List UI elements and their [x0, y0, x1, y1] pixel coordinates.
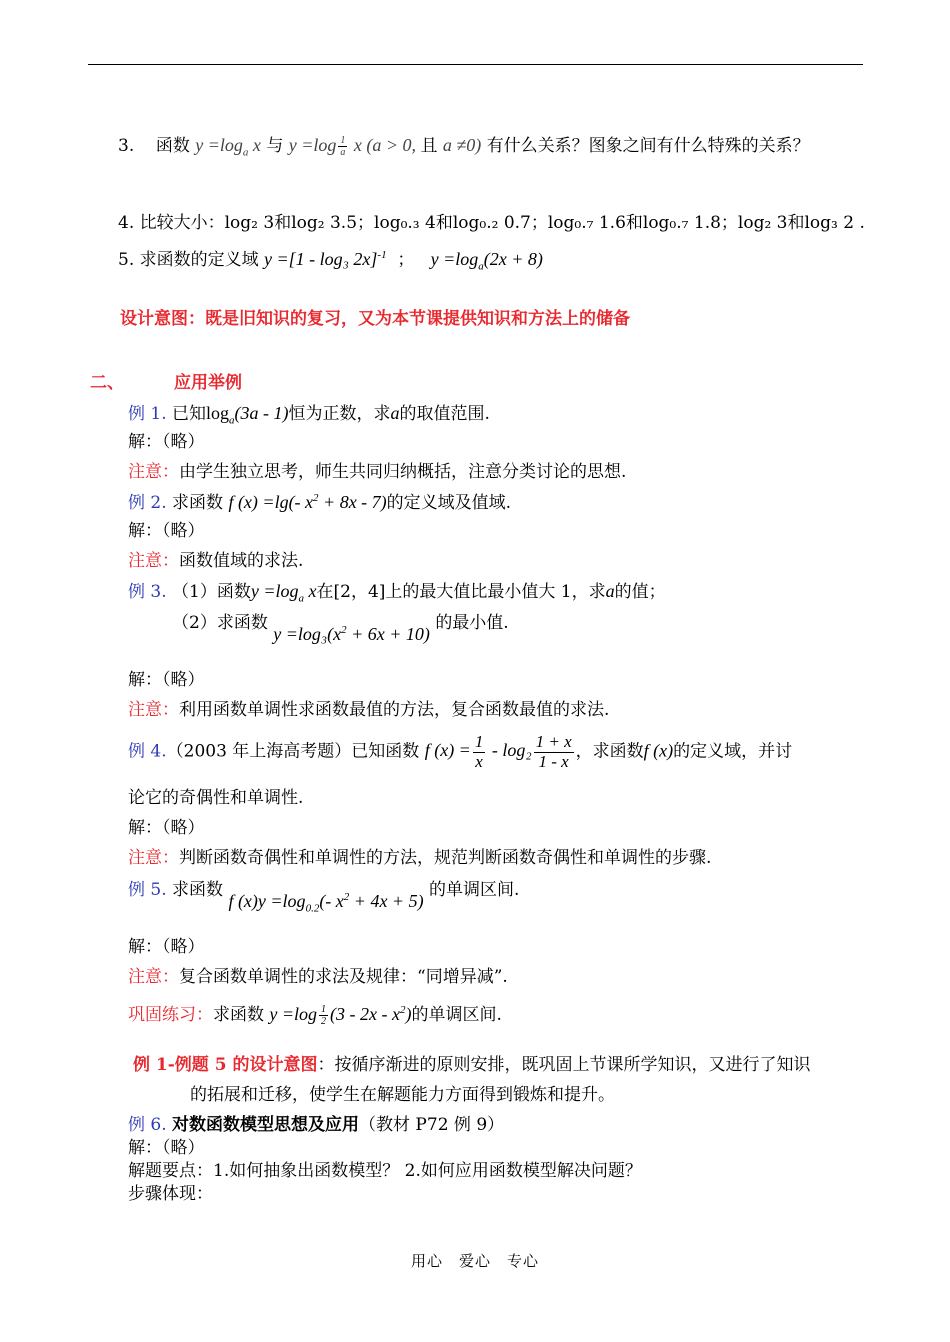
example-2: 例 2. 求函数 f (x) =lg(- $x^2 + 8x - 7$)的定义域及值域. [128, 492, 512, 513]
example-label: 例 3. [128, 582, 167, 602]
example-label: 例 2. [128, 493, 167, 513]
ex3-formula: $y =\log_a$ x [250, 581, 317, 605]
steps: 步骤体现： [128, 1184, 213, 1204]
example-6: 例 6. 对数函数模型思想及应用（教材 P72 例 9） [128, 1115, 505, 1135]
header-rule [88, 64, 863, 65]
example-3-part-2: （2）求函数 $y =\log_3(x^2 + 6x + 10)$ 的最小值. [172, 613, 509, 644]
ex1-formula: $\log_a(3a - 1)$ [206, 403, 289, 427]
practice: 巩固练习：求函数 y =log $\frac{1}{2}$ $(3 - 2x - x^2)$的单调区间. [128, 1004, 502, 1028]
note-5: 注意：复合函数单调性的求法及规律：“同增异减”. [128, 967, 508, 987]
solution-1: 解：（略） [128, 432, 205, 452]
key-points: 解题要点：1.如何抽象出函数模型？ 2.如何应用函数模型解决问题？ [128, 1161, 642, 1181]
example-5: 例 5. 求函数 f $(x)y =\log_{0.2}(-$ $x^2 + 4x + 5$) 的单调区间. [128, 880, 520, 915]
question-4: 4. 比较大小：log₂ 3和log₂ 3.5；log₀.₃ 4和log₀.₂ 0.7；log₀.₇ 1.6和log₀.₇ 1.8；log₂ 3和log₃ 2 . [118, 213, 865, 233]
example-label: 例 5. [128, 880, 167, 900]
ex5-formula: f $(x)y =\log_{0.2}(-$ $x^2 + 4x + 5$) [228, 891, 424, 915]
solution-5: 解：（略） [128, 937, 205, 957]
note-4: 注意：判断函数奇偶性和单调性的方法，规范判断函数奇偶性和单调性的步骤. [128, 848, 712, 868]
practice-formula: y =log $\frac{1}{2}$ $(3 - 2x - x^2)$ [269, 1004, 412, 1028]
question-number: 3. [118, 136, 135, 156]
ex3b-formula: $y =\log_3(x^2 + 6x + 10)$ [273, 624, 430, 644]
solution-4: 解：（略） [128, 818, 205, 838]
example-1: 例 1. 已知$\log_a(3a - 1)$恒为正数，求a的取值范围. [128, 403, 490, 427]
example-label: 例 4. [128, 741, 167, 762]
solution-3: 解：（略） [128, 670, 205, 690]
question-3 [118, 134, 810, 160]
q3-formula-2: y =log $\frac{1}{a}$ x (a > 0, [288, 135, 421, 159]
q3-text-3: 且 [420, 136, 438, 156]
design-intent-2-cont: 的拓展和迁移，使学生在解题能力方面得到锻炼和提升。 [190, 1085, 615, 1105]
solution-6: 解：（略） [128, 1138, 205, 1158]
q5-formula-1: y =[1 - log₃ 2x]$^{-1}$ [264, 249, 387, 269]
design-intent-2: 例 1-例题 5 的设计意图：按循序渐进的原则安排，既巩固上节课所学知识，又进行了知识 [133, 1055, 811, 1075]
note-2: 注意：函数值域的求法. [128, 551, 304, 571]
solution-2: 解：（略） [128, 521, 205, 541]
example-4: 例 4.（2003 年上海高考题）已知函数 f (x) = $\frac{1}{x}$ - log₂ $\frac{1 + x}{1 - x}$ ，求函数f (x)的定义域，并讨 [128, 732, 793, 771]
example-label: 例 1. [128, 404, 167, 424]
page-footer: 用心 爱心 专心 [410, 1252, 539, 1270]
example-label: 例 6. [128, 1115, 167, 1135]
ex2-formula: f (x) =lg(- $x^2 + 8x - 7$) [228, 492, 387, 512]
example-4-cont: 论它的奇偶性和单调性. [128, 788, 304, 808]
note-3: 注意：利用函数单调性求函数最值的方法，复合函数最值的求法. [128, 700, 610, 720]
ex4-formula: f (x) = $\frac{1}{x}$ - log₂ $\frac{1 + x}{1 - x}$ [424, 732, 572, 771]
note-1: 注意：由学生独立思考，师生共同归纳概括，注意分类讨论的思想. [128, 462, 627, 482]
q3-formula-1: $y =\log_a$ x [195, 135, 261, 159]
q3-text-1: 函数 [155, 136, 190, 156]
question-5: 5. 求函数的定义域 y =[1 - log₃ 2x]$^{-1}$ ； $y =\log_a(2x + 8)$ [118, 249, 543, 273]
example-3: 例 3. （1）函数$y =\log_a$ x在[2，4]上的最大值比最小值大 1，求a的值； [128, 581, 666, 605]
q3-text-4: 有什么关系？图象之间有什么特殊的关系？ [486, 136, 810, 156]
section-2-heading: 二、 应用举例 [90, 373, 242, 393]
q5-formula-2: $y =\log_a(2x + 8)$ [430, 249, 543, 273]
q3-formula-3: a ≠0) [442, 135, 482, 155]
design-intent-1: 设计意图：既是旧知识的复习，又为本节课提供知识和方法上的储备 [120, 309, 630, 329]
q3-text-2: 与 [266, 136, 284, 156]
